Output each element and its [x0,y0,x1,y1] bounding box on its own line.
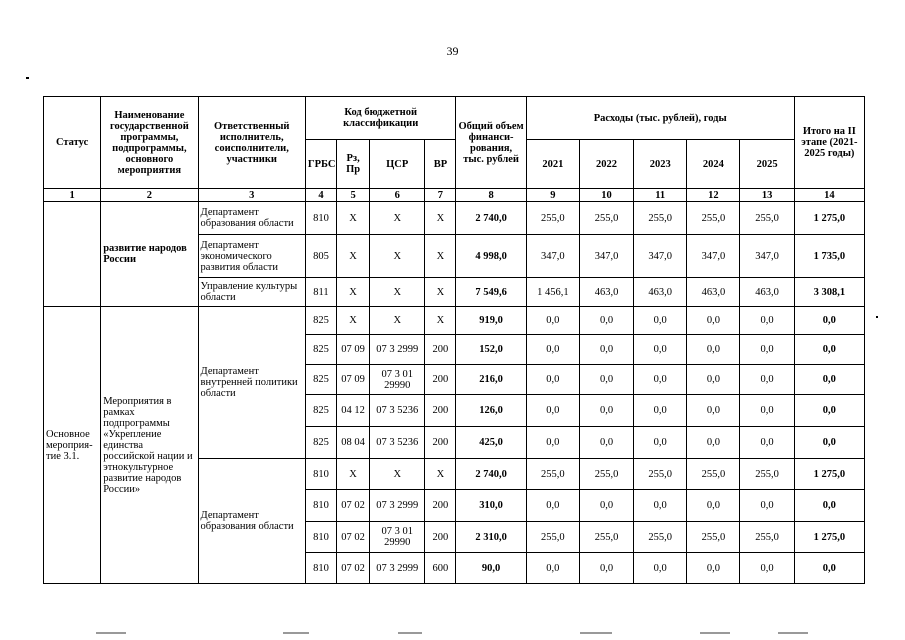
total-cell: 126,0 [456,395,526,427]
header-budget-code: Код бюджетной классификации [305,97,456,140]
year-value-cell: 463,0 [687,278,740,307]
grbs-cell: 810 [305,459,336,490]
year-value-cell: 1 456,1 [526,278,579,307]
header-year: 2025 [740,140,794,189]
rzpr-cell: X [337,307,370,335]
table-row [44,307,865,335]
year-value-cell: 0,0 [579,335,633,365]
vr-cell: 200 [425,427,456,459]
header-year: 2023 [634,140,687,189]
grbs-cell: 810 [305,522,336,553]
rzpr-cell: 07 09 [337,365,370,395]
vr-cell: 600 [425,553,456,584]
vr-cell: X [425,235,456,278]
grbs-cell: 825 [305,307,336,335]
total-cell: 216,0 [456,365,526,395]
year-value-cell: 0,0 [634,553,687,584]
year-value-cell: 255,0 [740,522,794,553]
vr-cell: 200 [425,395,456,427]
year-value-cell: 0,0 [740,490,794,522]
stage-total-cell: 0,0 [794,307,864,335]
header-name: Наименование государственной программы, подпрограммы, основного мероприятия [101,97,198,189]
status-cell: Основное мероприя-тие 3.1. [44,307,101,584]
year-value-cell: 0,0 [634,335,687,365]
year-value-cell: 0,0 [740,553,794,584]
column-number: 13 [740,189,794,202]
csr-cell: 07 3 2999 [370,553,425,584]
header-grbs: ГРБС [305,140,336,189]
grbs-cell: 825 [305,365,336,395]
scan-speck [26,77,29,79]
year-value-cell: 255,0 [740,459,794,490]
year-value-cell: 0,0 [634,365,687,395]
year-value-cell: 255,0 [526,202,579,235]
year-value-cell: 0,0 [740,365,794,395]
year-value-cell: 255,0 [526,459,579,490]
rzpr-cell: 07 02 [337,553,370,584]
rzpr-cell: 07 09 [337,335,370,365]
year-value-cell: 0,0 [526,427,579,459]
year-value-cell: 0,0 [740,395,794,427]
header-rzpr: Рз, Пр [337,140,370,189]
header-expenses: Расходы (тыс. рублей), годы [526,97,794,140]
csr-cell: 07 3 01 29990 [370,522,425,553]
year-value-cell: 0,0 [579,427,633,459]
column-number: 11 [634,189,687,202]
table-row [44,202,865,235]
column-number: 10 [579,189,633,202]
year-value-cell: 255,0 [579,522,633,553]
column-number: 3 [198,189,305,202]
column-number: 2 [101,189,198,202]
year-value-cell: 0,0 [687,365,740,395]
year-value-cell: 0,0 [634,490,687,522]
status-cell [44,202,101,307]
year-value-cell: 0,0 [579,490,633,522]
stage-total-cell: 0,0 [794,335,864,365]
stage-total-cell: 0,0 [794,490,864,522]
responsible-cell: Департамент образования области [198,459,305,584]
column-number: 7 [425,189,456,202]
stage-total-cell: 0,0 [794,553,864,584]
vr-cell: 200 [425,365,456,395]
column-number: 12 [687,189,740,202]
edge-mark [398,632,422,634]
header-year: 2022 [579,140,633,189]
rzpr-cell: X [337,278,370,307]
total-cell: 2 740,0 [456,459,526,490]
edge-mark [700,632,730,634]
column-number: 4 [305,189,336,202]
year-value-cell: 255,0 [687,459,740,490]
year-value-cell: 347,0 [579,235,633,278]
year-value-cell: 347,0 [526,235,579,278]
csr-cell: 07 3 5236 [370,395,425,427]
column-number: 9 [526,189,579,202]
year-value-cell: 255,0 [526,522,579,553]
year-value-cell: 0,0 [740,427,794,459]
edge-mark [778,632,808,634]
grbs-cell: 825 [305,395,336,427]
year-value-cell: 347,0 [634,235,687,278]
year-value-cell: 0,0 [579,553,633,584]
vr-cell: 200 [425,335,456,365]
header-vr: ВР [425,140,456,189]
program-name-cell: Мероприятия в рамках подпрограммы «Укрепление единства российской нации и этнокультурное развитие народов России» [101,307,198,584]
column-number: 8 [456,189,526,202]
program-name-cell: развитие народов России [101,202,198,307]
responsible-cell: Управление культуры области [198,278,305,307]
header-year: 2024 [687,140,740,189]
vr-cell: 200 [425,522,456,553]
year-value-cell: 0,0 [526,395,579,427]
year-value-cell: 255,0 [579,202,633,235]
header-status: Статус [44,97,101,189]
header-year: 2021 [526,140,579,189]
total-cell: 152,0 [456,335,526,365]
csr-cell: X [370,307,425,335]
column-number: 6 [370,189,425,202]
stage-total-cell: 1 275,0 [794,522,864,553]
year-value-cell: 0,0 [634,427,687,459]
year-value-cell: 255,0 [634,459,687,490]
column-number: 1 [44,189,101,202]
grbs-cell: 811 [305,278,336,307]
rzpr-cell: X [337,202,370,235]
column-number: 14 [794,189,864,202]
total-cell: 310,0 [456,490,526,522]
total-cell: 90,0 [456,553,526,584]
year-value-cell: 0,0 [687,427,740,459]
year-value-cell: 0,0 [740,335,794,365]
total-cell: 919,0 [456,307,526,335]
year-value-cell: 463,0 [740,278,794,307]
total-cell: 4 998,0 [456,235,526,278]
year-value-cell: 0,0 [579,365,633,395]
stage-total-cell: 1 735,0 [794,235,864,278]
year-value-cell: 0,0 [634,307,687,335]
header-stage-total: Итого на II этапе (2021-2025 годы) [794,97,864,189]
stage-total-cell: 0,0 [794,395,864,427]
stage-total-cell: 1 275,0 [794,459,864,490]
year-value-cell: 0,0 [526,490,579,522]
column-number: 5 [337,189,370,202]
grbs-cell: 825 [305,427,336,459]
responsible-cell: Департамент экономического развития области [198,235,305,278]
year-value-cell: 255,0 [740,202,794,235]
header-csr: ЦСР [370,140,425,189]
total-cell: 425,0 [456,427,526,459]
edge-mark [283,632,309,634]
stage-total-cell: 1 275,0 [794,202,864,235]
rzpr-cell: X [337,235,370,278]
csr-cell: X [370,459,425,490]
csr-cell: 07 3 5236 [370,427,425,459]
year-value-cell: 347,0 [740,235,794,278]
grbs-cell: 810 [305,490,336,522]
csr-cell: 07 3 2999 [370,335,425,365]
stage-total-cell: 0,0 [794,365,864,395]
year-value-cell: 0,0 [687,335,740,365]
total-cell: 2 740,0 [456,202,526,235]
grbs-cell: 805 [305,235,336,278]
year-value-cell: 255,0 [634,522,687,553]
vr-cell: X [425,307,456,335]
year-value-cell: 0,0 [687,395,740,427]
year-value-cell: 0,0 [579,395,633,427]
stage-total-cell: 3 308,1 [794,278,864,307]
stage-total-cell: 0,0 [794,427,864,459]
grbs-cell: 825 [305,335,336,365]
column-numbers-row [44,189,865,202]
csr-cell: X [370,235,425,278]
year-value-cell: 0,0 [526,335,579,365]
csr-cell: 07 3 01 29990 [370,365,425,395]
year-value-cell: 0,0 [526,307,579,335]
year-value-cell: 0,0 [687,490,740,522]
vr-cell: X [425,278,456,307]
csr-cell: 07 3 2999 [370,490,425,522]
year-value-cell: 0,0 [634,395,687,427]
rzpr-cell: 08 04 [337,427,370,459]
header-responsible: Ответственный исполнитель, соисполнители, участники [198,97,305,189]
budget-table [43,96,865,584]
edge-mark [96,632,126,634]
vr-cell: X [425,459,456,490]
vr-cell: X [425,202,456,235]
total-cell: 7 549,6 [456,278,526,307]
year-value-cell: 255,0 [687,522,740,553]
year-value-cell: 255,0 [579,459,633,490]
responsible-cell: Департамент внутренней политики области [198,307,305,459]
year-value-cell: 255,0 [634,202,687,235]
year-value-cell: 463,0 [579,278,633,307]
vr-cell: 200 [425,490,456,522]
year-value-cell: 0,0 [687,307,740,335]
rzpr-cell: X [337,459,370,490]
csr-cell: X [370,202,425,235]
year-value-cell: 463,0 [634,278,687,307]
year-value-cell: 0,0 [687,553,740,584]
rzpr-cell: 04 12 [337,395,370,427]
page-number: 39 [446,44,459,58]
csr-cell: X [370,278,425,307]
year-value-cell: 0,0 [579,307,633,335]
rzpr-cell: 07 02 [337,522,370,553]
rzpr-cell: 07 02 [337,490,370,522]
scan-speck [876,316,878,318]
grbs-cell: 810 [305,202,336,235]
total-cell: 2 310,0 [456,522,526,553]
header-total: Общий объем финанси-рования, тыс. рублей [456,97,526,189]
year-value-cell: 0,0 [740,307,794,335]
year-value-cell: 347,0 [687,235,740,278]
year-value-cell: 0,0 [526,365,579,395]
year-value-cell: 255,0 [687,202,740,235]
responsible-cell: Департамент образования области [198,202,305,235]
grbs-cell: 810 [305,553,336,584]
edge-mark [580,632,612,634]
year-value-cell: 0,0 [526,553,579,584]
